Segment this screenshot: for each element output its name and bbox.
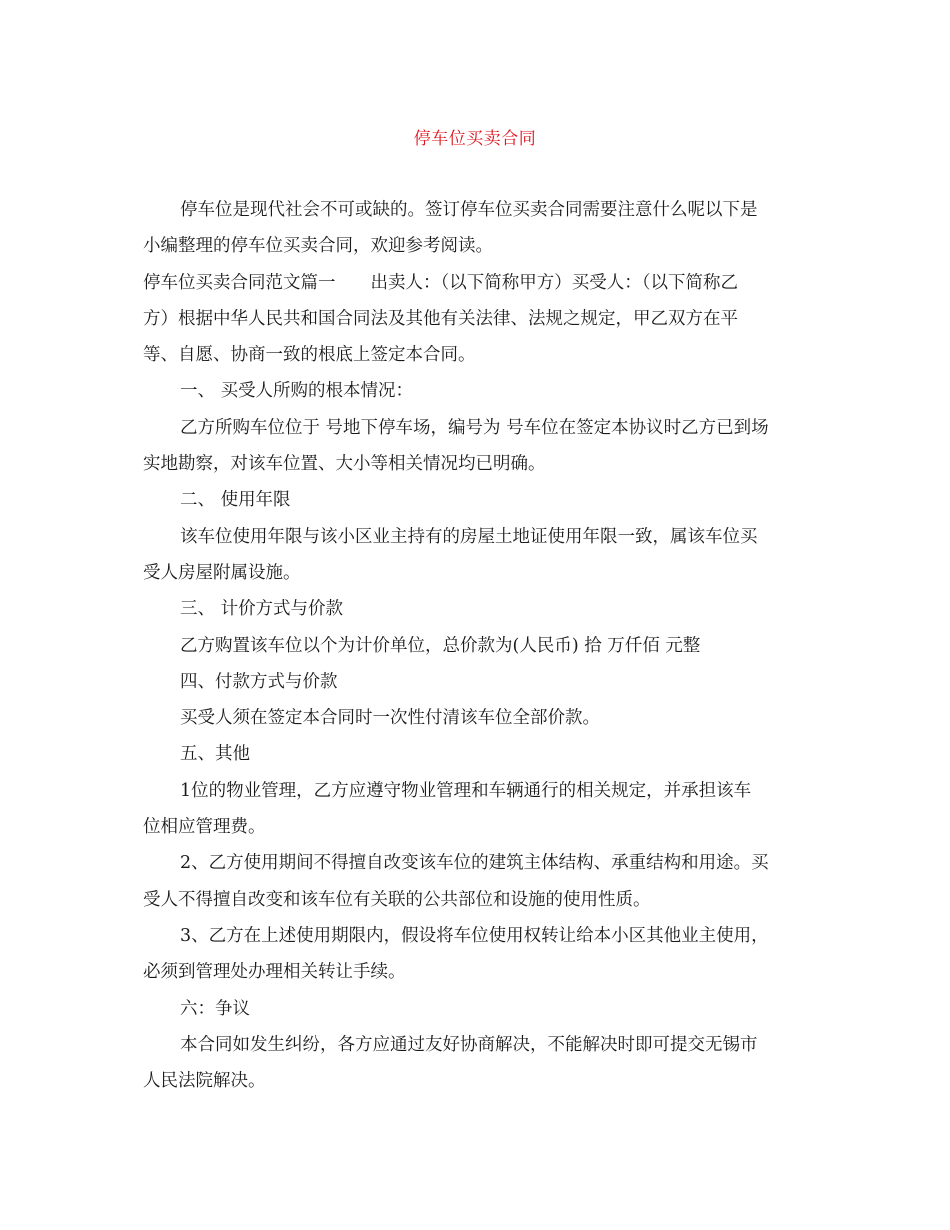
body-line: 四、付款方式与价款 [180, 671, 338, 692]
body-line: 小编整理的停车位买卖合同，欢迎参考阅读。 [143, 236, 493, 257]
document-title: 停车位买卖合同 [413, 129, 537, 149]
body-line: 六：争议 [180, 998, 250, 1019]
body-line: 一、 买受人所购的根本情况： [180, 381, 414, 402]
body-line: 二、 使用年限 [180, 490, 291, 511]
document-body [143, 192, 807, 1099]
body-line: 停车位买卖合同范文篇一 出卖人：（以下简称甲方）买受人：（以下简称乙 [143, 272, 738, 293]
body-line: 三、 计价方式与价款 [180, 599, 344, 620]
body-line: 乙方购置该车位以个为计价单位，总价款为(人民币) 拾 万仟佰 元整 [180, 635, 701, 656]
body-line: 乙方所购车位位于 号地下停车场，编号为 号车位在签定本协议时乙方已到场 [180, 417, 769, 438]
body-line: 该车位使用年限与该小区业主持有的房屋土地证使用年限一致，属该车位买 [180, 526, 758, 547]
body-line: 方）根据中华人民共和国合同法及其他有关法律、法规之规定，甲乙双方在平 [143, 308, 738, 329]
body-line: 实地勘察，对该车位置、大小等相关情况均已明确。 [143, 454, 546, 475]
body-line: 停车位是现代社会不可或缺的。签订停车位买卖合同需要注意什么呢以下是 [180, 200, 758, 220]
body-line: 五、其他 [180, 744, 250, 765]
body-line: 2、乙方使用期间不得擅自改变该车位的建筑主体结构、承重结构和用途。买 [180, 853, 769, 874]
body-line: 受人房屋附属设施。 [143, 562, 301, 583]
body-line: 1位的物业管理，乙方应遵守物业管理和车辆通行的相关规定，并承担该车 [180, 780, 752, 801]
body-line: 必须到管理处办理相关转让手续。 [143, 962, 406, 983]
body-line: 本合同如发生纠纷，各方应通过友好协商解决，不能解决时即可提交无锡市 [180, 1034, 758, 1055]
body-line: 位相应管理费。 [143, 817, 266, 838]
body-line: 受人不得擅自改变和该车位有关联的公共部位和设施的使用性质。 [143, 889, 651, 910]
body-line: 买受人须在签定本合同时一次性付清该车位全部价款。 [180, 708, 600, 729]
body-line: 3、乙方在上述使用期限内，假设将车位使用权转让给本小区其他业主使用， [180, 925, 769, 946]
body-line: 人民法院解决。 [143, 1071, 266, 1092]
body-line: 等、自愿、协商一致的根底上签定本合同。 [143, 345, 476, 366]
